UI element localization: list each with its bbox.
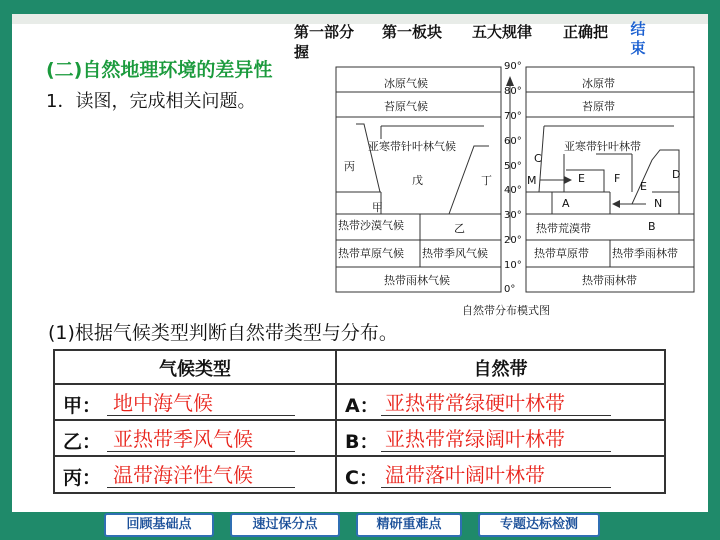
top-frame-bar [0,0,720,14]
question-text: 1．读图，完成相关问题。 [46,91,256,112]
answer-underline [107,451,295,452]
climate-band-ice: 冰原气候 [384,77,428,90]
answer-table [53,349,666,494]
zone-label: B： [345,431,379,453]
zone-band-desert: 热带荒漠带 [536,222,591,235]
climate-label: 乙： [63,431,102,453]
table-row [55,457,664,492]
answer-underline [107,415,295,416]
climate-label: 甲： [63,395,102,417]
header-climate: 气候类型 [159,359,231,380]
climate-answer: 地中海气候 [113,391,213,415]
climate-band-boreal: 亚寒带针叶林气候 [368,140,456,153]
climate-band-savanna: 热带草原气候 [338,247,404,260]
climate-band-monsoon: 热带季风气候 [422,247,488,260]
lat-50: 50° [504,161,522,172]
zone-band-monsoon-forest: 热带季雨林带 [612,247,678,260]
header-master: 正确把 [563,23,609,41]
zone-band-savanna: 热带草原带 [534,247,589,260]
nav-review-basics-button[interactable]: 回顾基础点 [104,513,214,537]
zone-marker-e1: E [578,172,585,185]
climate-band-tundra: 苔原气候 [384,100,428,113]
lat-10: 10° [504,260,522,271]
section-title: (二)自然地理环境的差异性 [46,59,273,81]
climate-band-desert: 热带沙漠气候 [338,219,404,232]
climate-marker-wu: 戊 [412,174,423,187]
header-zone: 自然带 [473,359,528,380]
answer-underline [107,487,295,488]
table-row [55,385,664,421]
lat-70: 70° [504,111,522,122]
zone-marker-b: B [648,220,656,233]
climate-answer: 亚热带季风气候 [113,427,253,451]
zone-answer: 亚热带常绿阔叶林带 [385,427,565,451]
climate-marker-jia: 甲 [372,201,383,214]
zone-band-ice: 冰原带 [582,77,615,90]
zone-band-boreal: 亚寒带针叶林带 [564,140,641,153]
table-header-row [55,351,664,385]
lat-30: 30° [504,210,522,221]
table-row [55,421,664,457]
diagram-caption: 自然带分布模式图 [462,304,550,317]
lat-60: 60° [504,136,522,147]
sub-question: (1)根据气候类型判断自然带类型与分布。 [48,322,398,344]
left-frame-bar [0,14,12,512]
lat-90: 90° [504,61,522,72]
zone-marker-a: A [562,197,570,210]
right-frame-bar [708,14,720,512]
lat-80: 80° [504,86,522,97]
nav-quick-points-button[interactable]: 速过保分点 [230,513,340,537]
zone-band-tundra: 苔原带 [582,100,615,113]
zone-marker-c: C [534,152,542,165]
climate-marker-yi: 乙 [454,222,465,235]
climate-marker-bing: 丙 [344,160,355,173]
zone-marker-m: M [527,174,537,187]
nav-key-difficulties-button[interactable]: 精研重难点 [356,513,462,537]
climate-marker-ding: 丁 [481,174,492,187]
climate-label: 丙： [63,467,102,489]
header-topic: 五大规律 [472,23,533,41]
zone-marker-e2: E [640,180,647,193]
zone-band-rainforest: 热带雨林带 [582,274,637,287]
lat-20: 20° [504,235,522,246]
lat-40: 40° [504,185,522,196]
zone-marker-d: D [672,168,681,181]
zone-marker-f: F [614,172,621,185]
answer-underline [381,415,611,416]
header-master-wrap: 握 [294,43,310,61]
lat-0: 0° [504,284,516,295]
natural-zone-diagram [334,61,704,320]
zone-answer: 温带落叶阔叶林带 [385,463,545,487]
end-button[interactable]: 结束 [630,20,646,57]
climate-answer: 温带海洋性气候 [113,463,253,487]
header-part: 第一部分 [294,23,355,41]
climate-band-rainforest: 热带雨林气候 [384,274,450,287]
zone-answer: 亚热带常绿硬叶林带 [385,391,565,415]
zone-label: C： [345,467,378,489]
header-module: 第一板块 [382,23,443,41]
answer-underline [381,451,611,452]
answer-underline [381,487,611,488]
zone-marker-n: N [654,197,663,210]
zone-label: A： [345,395,379,417]
nav-topic-test-button[interactable]: 专题达标检测 [478,513,600,537]
